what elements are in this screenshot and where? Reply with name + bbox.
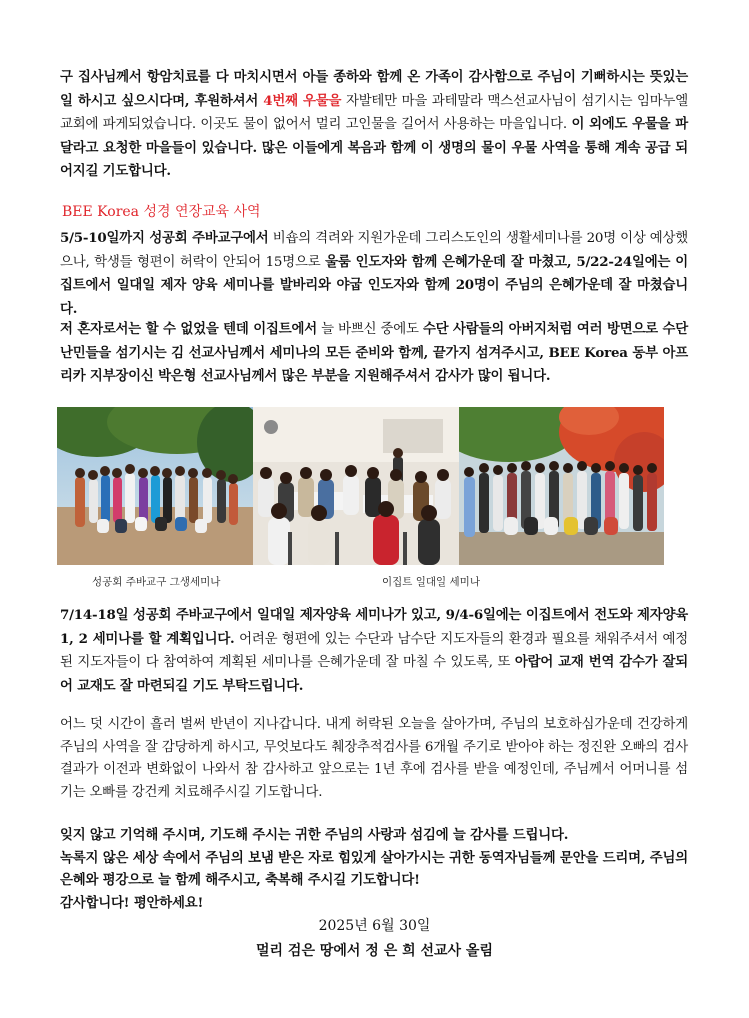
paragraph-upcoming-plans (60, 604, 688, 698)
photo-juba-outdoor-group (57, 407, 253, 565)
closing-line-1: 잊지 않고 기억해 주시며, 기도해 주시는 귀한 주님의 사랑과 섬김에 늘 감사를 드립니다. (60, 827, 569, 843)
para4-text-2: 어려운 형편에 있는 수단과 남수단 지도자들의 환경과 필요를 채워주셔서 예정된 지도자들이 다 참여하여 계획된 세미나를 은혜가운데 잘 마칠 수 있도록, 또 (60, 631, 688, 671)
para2-bold-1: 5/5-10일까지 성공회 주바교구에서 (60, 230, 269, 246)
caption-right: 이집트 일대일 세미나 (382, 576, 480, 588)
para3-bold-1: 저 혼자로서는 할 수 없었을 텐데 이집트에서 (60, 321, 317, 337)
para3-bold-3: 수단 사람들의 아버지처럼 여러 방면으로 수단 난민들을 섬기시는 김 선교사님께서 세미나의 모든 준비와 함께, 끝가지 섬겨주시고, BEE Korea 동부 아프리카 지부장이신 박은형 선교사님께서 많은 부분을 지원해주셔서 감사가 많이 됩니다. (60, 321, 688, 385)
letter-signature: 멀리 검은 땅에서 정 은 희 선교사 올림 (256, 943, 493, 959)
para1-text-2: 자발테만 마을 과테말라 맥스선교사님이 섬기시는 임마누엘교회에 파게되었습니다. 이곳도 물이 없어서 멀리 고인물을 길어서 사용하는 마을입니다. (60, 93, 688, 133)
para3-text-2: 늘 바쁘신 중에도 (316, 322, 423, 337)
para1-text-bold-3: 이 외에도 우물을 파달라고 요청한 마을들이 있습니다. 많은 이들에게 복음과 함께 이 생명의 물이 우물 사역을 통해 계속 공급 되어지길 기도합니다. (60, 116, 688, 180)
para4-bold-1: 7/14-18일 성공회 주바교구에서 일대일 제자양육 세미나가 있고, 9/4-6일에는 이집트에서 전도와 제자양육 1, 2 세미나를 할 계획입니다. (60, 607, 688, 647)
paragraph-personal-update (60, 714, 688, 804)
para2-bold-3: 울룸 인도자와 함께 은혜가운데 잘 마쳤고, 5/22-24일에는 이집트에서 일대일 제자 양육 세미나를 발바리와 야굽 인도자와 함께 20명이 주님의 은혜가운데 잘 마쳤습니다. (60, 253, 688, 317)
letter-date: 2025년 6월 30일 (318, 918, 431, 934)
paragraph-well-project (60, 66, 688, 184)
closing-line-2: 녹록지 않은 세상 속에서 주님의 보냄 받은 자로 힘있게 살아가시는 귀한 동역자님들께 문안을 드리며, 주님의 은혜와 평강으로 늘 함께 해주시고, 축복해 주시길 기도합니다! (60, 849, 688, 889)
section-heading: BEE Korea 성경 연장교육 사역 (62, 204, 261, 220)
para1-highlight: 4번째 우물을 (263, 92, 342, 109)
para5-text: 어느 덧 시간이 흘러 벌써 반년이 지나갑니다. 내게 허락된 오늘을 살아가며, 주님의 보호하심가운데 건강하게 주님의 사역을 잘 감당하게 하시고, 무엇보다도 췌장추적검사를 6개월 주기로 받아야 하는 정진완 오빠의 검사결과가 이전과 변화없이 나와서 참 감사하고 앞으로는 1년 후에 검사를 받을 예정인데, 주님께서 어머니를 섬기는 오빠를 강건케 치료해주시길 기도합니다. (60, 717, 688, 800)
caption-left: 성공회 주바교구 그생세미나 (92, 576, 221, 588)
para2-text-2: 비숍의 격려와 지원가운데 그리스도인의 생활세미나를 20명 이상 예상했으나, 학생들 형편이 허락이 안되어 15명으로 (60, 231, 688, 270)
photo-row (57, 407, 664, 565)
paragraph-thanks-egypt (60, 318, 688, 389)
para4-bold-3: 아랍어 교재 번역 감수가 잘되어 교재도 잘 마련되길 기도 부탁드립니다. (60, 654, 689, 694)
photo-egypt-seminar-room (253, 407, 459, 565)
photo-egypt-outdoor-group (459, 407, 664, 565)
paragraph-seminars-may (60, 227, 688, 321)
closing-line-3: 감사합니다! 평안하세요! (60, 894, 204, 911)
para1-text-bold-1: 구 집사님께서 항암치료를 다 마치시면서 아들 종하와 함께 온 가족이 감사함으로 주님이 기뻐하시는 뜻있는 일 하시고 싶으시다며, 후원하셔서 (60, 69, 688, 109)
closing-block (60, 824, 688, 914)
